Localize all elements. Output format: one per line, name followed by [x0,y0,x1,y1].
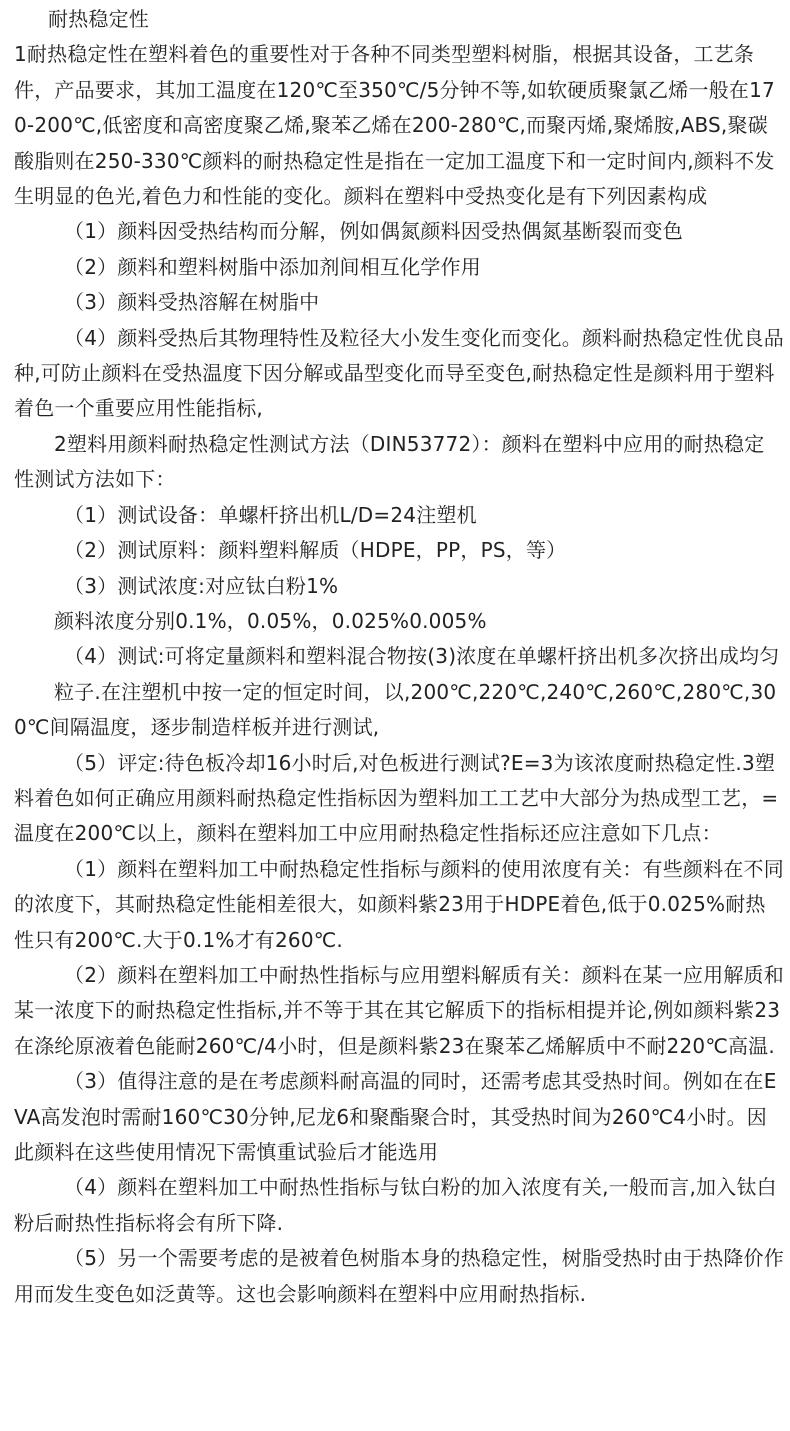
paragraph: （4）颜料在塑料加工中耐热性指标与钛白粉的加入浓度有关,一般而言,加入钛白粉后耐热性指标将会有所下降. [14,1175,777,1235]
paragraph: （3）值得注意的是在考虑颜料耐高温的同时，还需考虑其受热时间。例如在在EVA高发泡时需耐160℃30分钟,尼龙6和聚酯聚合时，其受热时间为260℃4小时。因此颜料在这些使用情况下需慎重试验后才能选用 [14,1069,777,1164]
paragraph: 2塑料用颜料耐热稳定性测试方法（DIN53772）：颜料在塑料中应用的耐热稳定性测试方法如下： [14,431,765,492]
paragraph: （5）另一个需要考虑的是被着色树脂本身的热稳定性，树脂受热时由于热降价作用而发生变色如泛黄等。这也会影响颜料在塑料中应用耐热指标. [14,1246,784,1306]
paragraph: 1耐热稳定性在塑料着色的重要性对于各种不同类型塑料树脂，根据其设备，工艺条件，产品要求，其加工温度在120℃至350℃/5分钟不等,如软硬质聚氯乙烯一般在170-200℃,低密度和高密度聚乙烯,聚苯乙烯在200-280℃,而聚丙烯,聚烯胺,ABS,聚碳酸脂则在250-330℃颜料的耐热稳定性是指在一定加工温度下和一定时间内,颜料不发生明显的色光,着色力和性能的变化。颜料在塑料中受热变化是有下列因素构成 [14,42,775,209]
paragraph: 耐热稳定性 [48,7,149,31]
paragraph: 粒子.在注塑机中按一定的恒定时间，以,200℃,220℃,240℃,260℃,280℃,300℃间隔温度，逐步制造样板并进行测试, [14,679,777,740]
paragraph: （2）测试原料：颜料塑料解质（HDPE，PP，PS，等） [64,538,567,563]
paragraph: （4）测试:可将定量颜料和塑料混合物按(3)浓度在单螺杆挤出机多次挤出成均匀 [64,644,780,669]
paragraph: （1）颜料因受热结构而分解，例如偶氮颜料因受热偶氮基断裂而变色 [64,219,683,244]
paragraph: （5）评定:待色板冷却16小时后,对色板进行测试?E=3为该浓度耐热稳定性.3塑料着色如何正确应用颜料耐热稳定性指标因为塑料加工工艺中大部分为热成型工艺，=温度在200℃以上，颜料在塑料加工中应用耐热稳定性指标还应注意如下几点： [14,750,779,846]
paragraph: （1）测试设备：单螺杆挤出机L/D=24注塑机 [64,502,477,527]
paragraph: （1）颜料在塑料加工中耐热稳定性指标与颜料的使用浓度有关：有些颜料在不同的浓度下，其耐热稳定性能相差很大，如颜料紫23用于HDPE着色,低于0.025%耐热性只有200℃.大于0.1%才有260℃. [14,856,784,952]
paragraph: （2）颜料在塑料加工中耐热性指标与应用塑料解质有关：颜料在某一应用解质和某一浓度下的耐热稳定性指标,并不等于其在其它解质下的指标相提并论,例如颜料紫23在涤纶原液着色能耐260℃/4小时，但是颜料紫23在聚苯乙烯解质中不耐220℃高温. [14,962,784,1058]
paragraph: （4）颜料受热后其物理特性及粒径大小发生变化而变化。颜料耐热稳定性优良品种,可防止颜料在受热温度下因分解或晶型变化而导至变色,耐热稳定性是颜料用于塑料着色一个重要应用性能指标, [14,325,784,421]
paragraph: （3）颜料受热溶解在树脂中 [64,290,320,315]
paragraph: （2）颜料和塑料树脂中添加剂间相互化学作用 [64,254,481,279]
paragraph: 颜料浓度分别0.1%，0.05%，0.025%0.005% [54,608,487,633]
paragraph: （3）测试浓度:对应钛白粉1% [64,573,339,598]
document-body [14,2,784,1312]
